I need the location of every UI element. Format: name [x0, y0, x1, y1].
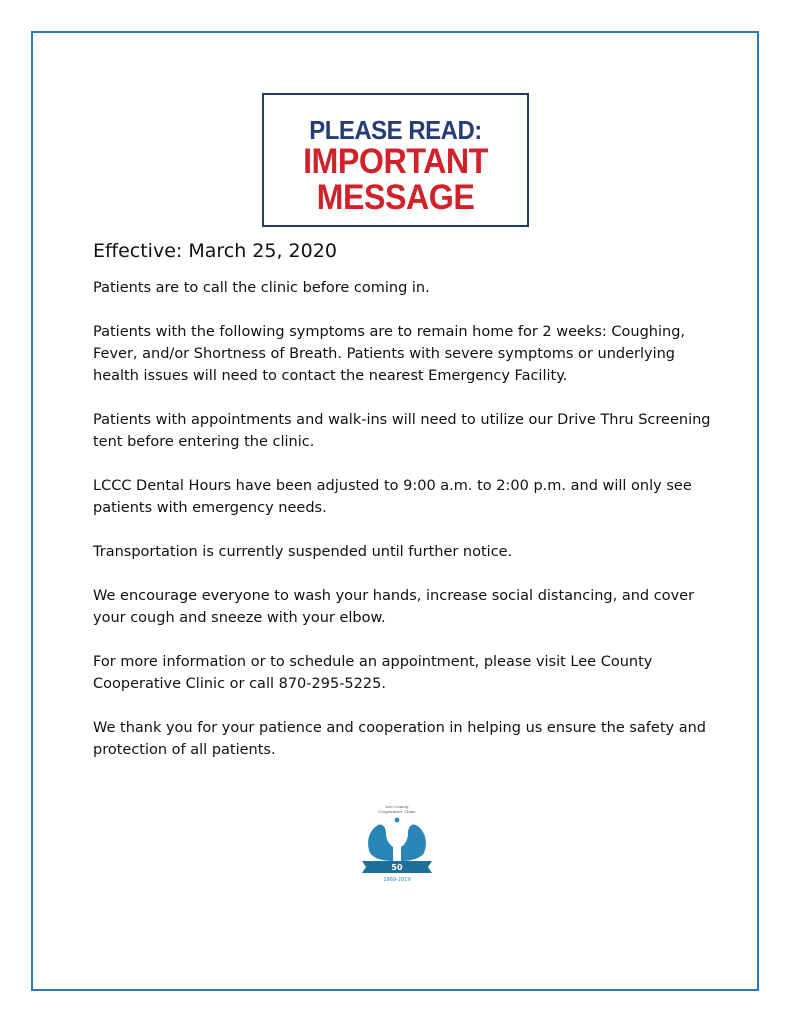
effective-date: Effective: March 25, 2020: [93, 240, 337, 262]
paragraph-drive-thru: Patients with appointments and walk-ins will need to utilize our Drive Thru Screening tent before entering the clinic.: [93, 412, 711, 450]
notice-body: [93, 240, 713, 783]
important-message-banner: [262, 93, 529, 227]
paragraph-thank-you: We thank you for your patience and cooperation in helping us ensure the safety and protection of all patients.: [93, 720, 706, 758]
logo-years: 1969-2019: [383, 877, 411, 883]
clinic-hands-logo-icon: [360, 803, 434, 883]
paragraph-hygiene: We encourage everyone to wash your hands, increase social distancing, and cover your cough and sneeze with your elbow.: [93, 588, 695, 626]
paragraph-dental-hours: LCCC Dental Hours have been adjusted to 9:00 a.m. to 2:00 p.m. and will only see patients with emergency needs.: [93, 478, 692, 516]
logo-name-line1: Lee County: [385, 804, 409, 809]
paragraph-symptoms: Patients with the following symptoms are to remain home for 2 weeks: Coughing, Fever, and/or Shortness of Breath. Patients with severe symptoms or underlying health issues will need to contact the nearest Emergency Facility.: [93, 324, 686, 384]
banner-please-read: PLEASE READ:: [309, 115, 482, 145]
banner-important: IMPORTANT: [303, 142, 488, 181]
logo-name-line2: Cooperative Clinic: [378, 809, 416, 814]
paragraph-more-info: For more information or to schedule an appointment, please visit Lee County Cooperative Clinic or call 870-295-5225.: [93, 654, 653, 692]
paragraph-call-first: Patients are to call the clinic before coming in.: [93, 280, 430, 296]
banner-message: MESSAGE: [316, 178, 475, 217]
logo-anniversary: 50: [391, 863, 403, 872]
paragraph-transportation: Transportation is currently suspended until further notice.: [93, 544, 513, 560]
